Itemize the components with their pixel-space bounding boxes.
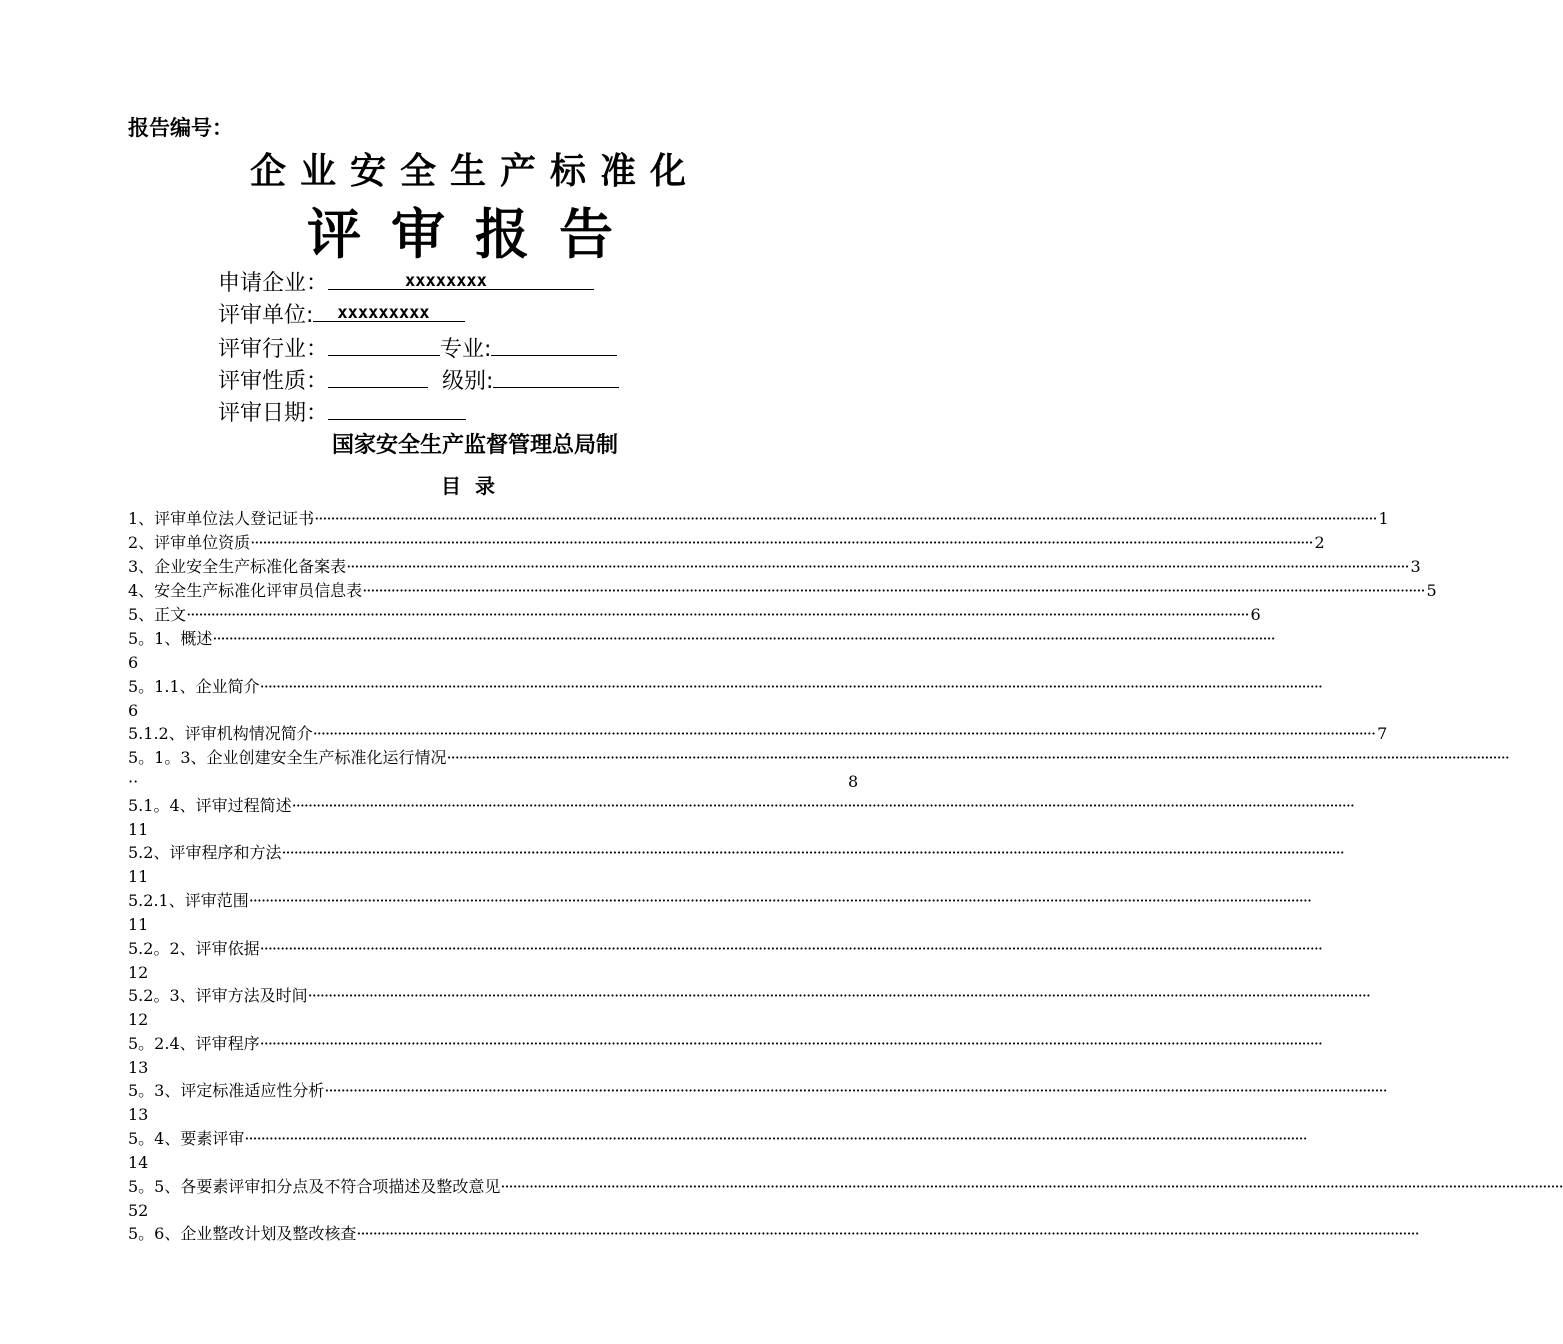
toc-entry[interactable] bbox=[128, 556, 1421, 578]
toc-entry[interactable] bbox=[128, 1080, 1387, 1102]
applicant-field bbox=[218, 266, 594, 297]
toc-leader-dots: ···································································································································································································································································· bbox=[312, 724, 1376, 744]
toc-entry-page: 3 bbox=[1410, 557, 1421, 576]
date-underline bbox=[328, 397, 466, 420]
toc-leader-dots: ···································································································································································································································································· bbox=[212, 629, 1275, 648]
toc-entry-page: 11 bbox=[128, 819, 149, 839]
toc-entry[interactable] bbox=[128, 1176, 1563, 1198]
nature-field bbox=[218, 364, 619, 395]
applicant-value: xxxxxxxx bbox=[405, 271, 487, 291]
toc-entry-title: 5。4、要素评审 bbox=[128, 1129, 245, 1148]
reviewer-value: xxxxxxxxx bbox=[337, 303, 430, 323]
toc-entry[interactable] bbox=[128, 604, 1261, 626]
toc-entry-title: 5。3、评定标准适应性分析 bbox=[128, 1081, 325, 1101]
toc-entry[interactable] bbox=[128, 747, 1509, 769]
toc-leader-dots: ···································································································································································································································································· bbox=[250, 533, 1313, 552]
nature-underline bbox=[328, 365, 428, 388]
toc-entry-page: 6 bbox=[128, 653, 139, 672]
toc-entry-page: 52 bbox=[128, 1200, 149, 1220]
toc-entry[interactable] bbox=[128, 676, 1322, 698]
toc-leader-dots: ···································································································································································································································································· bbox=[259, 1033, 1322, 1053]
toc-entry-title: 5.1。4、评审过程简述 bbox=[128, 795, 292, 815]
toc-entry-title: 5。1。3、企业创建安全生产标准化运行情况 bbox=[128, 748, 447, 768]
toc-leader-dots: ·· bbox=[128, 772, 139, 792]
industry-field bbox=[218, 332, 617, 363]
toc-leader-dots: ···································································································································································································································································· bbox=[186, 605, 1249, 624]
toc-leader-dots: ···································································································································································································································································· bbox=[307, 986, 1370, 1006]
toc-leader-dots: ···································································································································································································································································· bbox=[244, 1129, 1307, 1148]
specialty-label: 专业: bbox=[440, 337, 492, 362]
toc-entry-title: 3、企业安全生产标准化备案表 bbox=[128, 557, 347, 576]
toc-leader-dots: ···································································································································································································································································· bbox=[356, 1224, 1419, 1244]
toc-entry-page: 11 bbox=[128, 915, 149, 934]
toc-entry-title: 4、安全生产标准化评审员信息表 bbox=[128, 581, 363, 600]
toc-entry-page: 13 bbox=[128, 1105, 149, 1125]
toc-leader-dots: ···································································································································································································································································· bbox=[314, 509, 1377, 528]
report-title-line2: 评审报告 bbox=[307, 203, 643, 266]
toc-entry[interactable] bbox=[128, 842, 1344, 864]
toc-entry-title: 1、评审单位法人登记证书 bbox=[128, 509, 315, 528]
toc-leader-dots: ···································································································································································································································································· bbox=[362, 581, 1425, 600]
toc-leader-dots: ···································································································································································································································································· bbox=[446, 748, 1509, 768]
reviewer-underline bbox=[313, 299, 465, 322]
toc-entry[interactable] bbox=[128, 628, 1275, 650]
toc-entry[interactable] bbox=[128, 580, 1437, 602]
toc-leader-dots: ···································································································································································································································································· bbox=[291, 795, 1354, 815]
reviewer-field bbox=[218, 298, 465, 329]
toc-leader-dots: ···································································································································································································································································· bbox=[248, 891, 1312, 910]
toc-entry-page: 5 bbox=[1426, 581, 1437, 600]
toc-entry-title: 2、评审单位资质 bbox=[128, 533, 251, 552]
toc-entry-page: 12 bbox=[128, 1010, 149, 1030]
toc-entry[interactable] bbox=[128, 1033, 1322, 1055]
toc-heading: 目录 bbox=[441, 474, 509, 498]
toc-entry-title: 5。6、企业整改计划及整改核查 bbox=[128, 1224, 357, 1244]
toc-leader-dots: ···································································································································································································································································· bbox=[324, 1081, 1387, 1101]
toc-entry-title: 5.1.2、评审机构情况简介 bbox=[128, 724, 313, 744]
applicant-label: 申请企业： bbox=[218, 271, 329, 296]
date-label: 评审日期： bbox=[218, 401, 329, 426]
level-label: 级别: bbox=[442, 369, 494, 394]
toc-entry[interactable] bbox=[128, 795, 1354, 817]
toc-entry-page: 6 bbox=[1250, 605, 1261, 624]
toc-entry[interactable] bbox=[128, 1223, 1419, 1245]
toc-entry-title: 5。2.4、评审程序 bbox=[128, 1033, 260, 1053]
toc-entry-page: 1 bbox=[1378, 509, 1389, 528]
issuer-line: 国家安全生产监督管理总局制 bbox=[331, 433, 618, 458]
toc-entry-page: 11 bbox=[128, 867, 149, 887]
toc-entry-page: 12 bbox=[128, 962, 149, 982]
toc-entry-title: 5。5、各要素评审扣分点及不符合项描述及整改意见 bbox=[128, 1176, 501, 1196]
toc-entry-page: 6 bbox=[128, 700, 139, 720]
toc-leader-dots: ···································································································································································································································································· bbox=[281, 843, 1344, 863]
toc-entry-title: 5。1.1、企业简介 bbox=[128, 676, 260, 696]
toc-entry[interactable] bbox=[128, 1128, 1307, 1150]
applicant-underline bbox=[328, 267, 594, 290]
specialty-underline bbox=[491, 333, 617, 356]
toc-leader-dots: ···································································································································································································································································· bbox=[259, 938, 1322, 958]
toc-entry[interactable] bbox=[128, 723, 1388, 745]
toc-entry-page: 7 bbox=[1377, 724, 1388, 744]
toc-leader-dots: ···································································································································································································································································· bbox=[346, 557, 1409, 576]
toc-entry-page: 13 bbox=[128, 1057, 149, 1077]
toc-entry[interactable] bbox=[128, 938, 1322, 960]
date-field bbox=[218, 396, 466, 427]
toc-entry-page: 8 bbox=[848, 772, 859, 792]
industry-label: 评审行业： bbox=[218, 337, 329, 362]
toc-entry[interactable] bbox=[128, 890, 1312, 912]
toc-entry[interactable] bbox=[128, 508, 1389, 530]
toc-leader-dots: ···································································································································································································································································· bbox=[500, 1176, 1563, 1196]
toc-entry-title: 5.2。3、评审方法及时间 bbox=[128, 986, 308, 1006]
nature-label: 评审性质： bbox=[218, 369, 329, 394]
toc-entry-title: 5、正文 bbox=[128, 605, 187, 624]
toc-entry-title: 5.2.1、评审范围 bbox=[128, 891, 249, 910]
industry-underline bbox=[328, 333, 440, 356]
toc-entry-title: 5.2、评审程序和方法 bbox=[128, 843, 282, 863]
level-underline bbox=[493, 365, 619, 388]
report-title-line1: 企业安全生产标准化 bbox=[249, 151, 700, 192]
toc-entry[interactable] bbox=[128, 532, 1325, 554]
toc-entry-page: 14 bbox=[128, 1153, 149, 1172]
report-number-label: 报告编号： bbox=[128, 116, 233, 140]
toc-entry-title: 5.2。2、评审依据 bbox=[128, 938, 260, 958]
reviewer-label: 评审单位: bbox=[218, 303, 314, 328]
toc-entry-page: 2 bbox=[1314, 533, 1325, 552]
toc-leader-dots: ···································································································································································································································································· bbox=[259, 676, 1322, 696]
toc-entry[interactable] bbox=[128, 985, 1370, 1007]
toc-entry-title: 5。1、概述 bbox=[128, 629, 213, 648]
